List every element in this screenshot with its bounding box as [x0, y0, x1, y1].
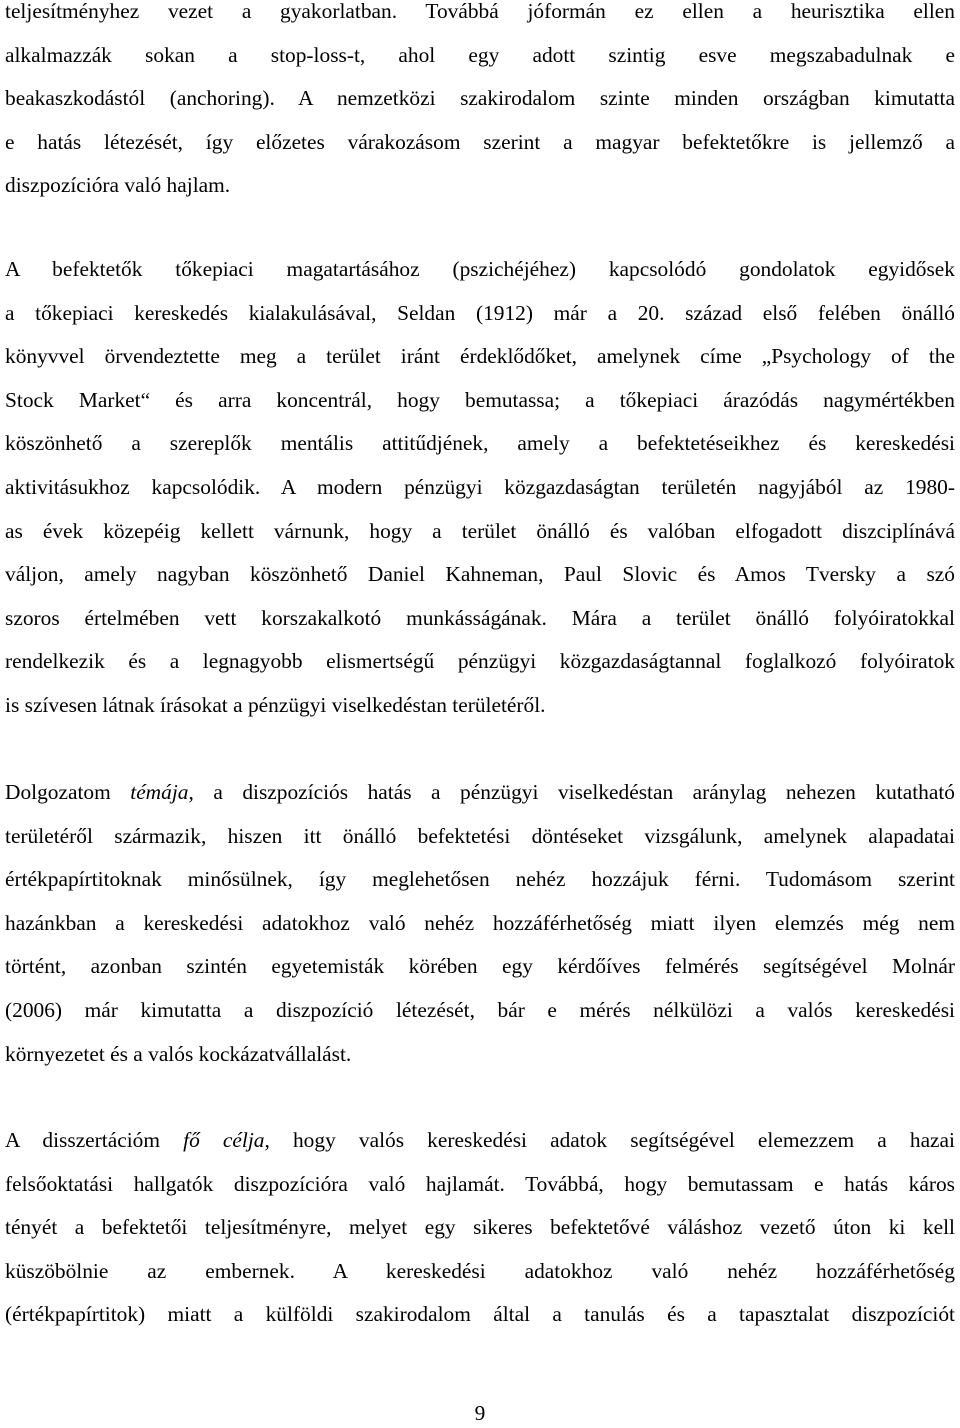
paragraph-history [5, 248, 955, 728]
text-line: (értékpapírtitok) miatt a külföldi szakirodalom által a tanulás és a tapasztalat diszpozíciót [5, 1302, 955, 1327]
text-line: e hatás létezését, így előzetes várakozásom szerint a magyar befektetőkre is jellemző a [5, 129, 955, 154]
text-line: is szívesen látnak írásokat a pénzügyi viselkedéstan területéről. [5, 692, 546, 717]
text-line: könyvvel örvendeztette meg a terület iránt érdeklődőket, amelynek címe „Psychology of the [5, 344, 955, 369]
text-line: rendelkezik és a legnagyobb elismertségű pénzügyi közgazdaságtannal foglalkozó folyóiratok [5, 649, 955, 674]
text-line: területéről származik, hiszen itt önálló befektetési döntéseket vizsgálunk, amelynek alapadatai [5, 823, 955, 848]
text-line: köszönhető a szereplők mentális attitűdjének, amely a befektetéseikhez és kereskedési [5, 431, 955, 456]
text-line: környezetet és a valós kockázatvállalást. [5, 1041, 352, 1066]
text-line: szoros értelmében vett korszakalkotó munkásságának. Mára a terület önálló folyóiratokkal [5, 605, 955, 630]
text-line: hazánkban a kereskedési adatokhoz való nehéz hozzáférhetőség miatt ilyen elemzés még nem [5, 910, 955, 935]
text-line: diszpozícióra való hajlam. [5, 173, 231, 198]
text-line: A befektetők tőkepiaci magatartásához (pszichéjéhez) kapcsolódó gondolatok egyidősek [5, 257, 955, 281]
text-line: küszöbölnie az embernek. A kereskedési adatokhoz való nehéz hozzáférhetőség [5, 1258, 955, 1283]
text-line: történt, azonban szintén egyetemisták körében egy kérdőíves felmérés segítségével Molnár [5, 954, 955, 979]
text-line: értékpapírtitoknak minősülnek, így meglehetősen nehéz hozzájuk férni. Tudomásom szerint [5, 867, 955, 892]
text-line: váljon, amely nagyban köszönhető Daniel Kahneman, Paul Slovic és Amos Tversky a szó [5, 562, 955, 587]
text-line: tényét a befektetői teljesítményre, melyet egy sikeres befektetővé váláshoz vezető úton ki kell [5, 1215, 955, 1240]
page-number: 9 [474, 1401, 486, 1425]
paragraph-topic [5, 771, 955, 1076]
text-segment: , hogy valós kereskedési adatok segítségével elemezzem a hazai [264, 1128, 955, 1152]
text-line: alkalmazzák sokan a stop-loss-t, ahol egy adott szintig esve megszabadulnak e [5, 42, 955, 67]
text-line: a tőkepiaci kereskedés kialakulásával, Seldan (1912) már a 20. század első felében önálló [5, 300, 955, 325]
text-line: beakaszkodástól (anchoring). A nemzetközi szakirodalom szinte minden országban kimutatta [5, 86, 955, 111]
text-segment: A disszertációm [5, 1128, 184, 1152]
text-line [5, 1119, 955, 1163]
text-line: felsőoktatási hallgatók diszpozícióra való hajlamát. Továbbá, hogy bemutassam e hatás káros [5, 1171, 955, 1196]
emphasis-text: témája [130, 780, 189, 804]
text-segment: , a diszpozíciós hatás a pénzügyi viselkedéstan aránylag nehezen kutatható [188, 780, 955, 804]
paragraph-aim [5, 1119, 955, 1337]
text-line [5, 771, 955, 815]
emphasis-text: fő célja [183, 1128, 265, 1152]
text-line: aktivitásukhoz kapcsolódik. A modern pénzügyi közgazdaságtan területén nagyjából az 1980- [5, 474, 955, 499]
text-line: Stock Market“ és arra koncentrál, hogy bemutassa; a tőkepiaci árazódás nagymértékben [5, 387, 955, 412]
text-line: (2006) már kimutatta a diszpozíció létezését, bár e mérés nélkülözi a valós kereskedési [5, 997, 955, 1022]
text-line: as évek közepéig kellett várnunk, hogy a terület önálló és valóban elfogadott diszciplínává [5, 518, 955, 543]
text-line: teljesítményhez vezet a gyakorlatban. Továbbá jóformán ez ellen a heurisztika ellen [5, 0, 955, 23]
text-segment: Dolgozatom [5, 780, 131, 804]
paragraph-anchoring [5, 0, 955, 208]
